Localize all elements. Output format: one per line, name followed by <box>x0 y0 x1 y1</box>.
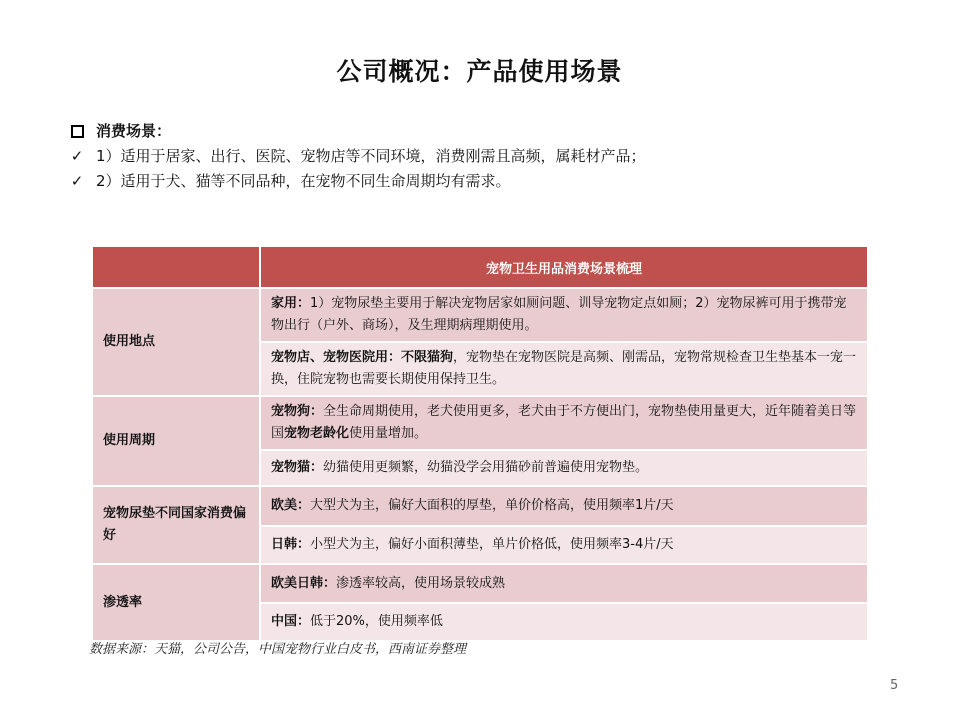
table-cell <box>260 564 868 603</box>
cell-label: 家用： <box>271 296 311 311</box>
cell-label: 中国： <box>271 614 311 629</box>
table-cell <box>260 526 868 564</box>
cell-text: 全生命周期使用，老犬使用更多，老犬由于不方便出门，宠物垫使用量更大，近年随着美日等国 <box>271 404 857 441</box>
table-category: 渗透率 <box>92 564 260 641</box>
cell-text-tail: 使用量增加。 <box>349 426 428 441</box>
page-title: 公司概况：产品使用场景 <box>336 57 623 86</box>
cell-text: 幼猫使用更频繁，幼猫没学会用猫砂前普遍使用宠物垫。 <box>323 460 649 475</box>
table-header-row <box>92 246 868 288</box>
cell-text: 低于20%，使用频率低 <box>310 614 443 629</box>
checkmark-icon: ✓ <box>70 147 84 165</box>
checkmark-icon: ✓ <box>70 172 84 190</box>
cell-label: 宠物狗： <box>271 404 324 419</box>
source-note: 数据来源：天猫，公司公告，中国宠物行业白皮书，西南证券整理 <box>89 642 467 657</box>
bullet-item-text: 2）适用于犬、猫等不同品种，在宠物不同生命周期均有需求。 <box>96 172 511 190</box>
table-row <box>92 288 868 342</box>
table-category: 使用周期 <box>92 396 260 486</box>
cell-emphasis: 宠物老龄化 <box>284 426 350 441</box>
cell-text: 渗透率较高，使用场景较成熟 <box>336 575 506 591</box>
page-number: 5 <box>890 678 899 693</box>
table-category: 宠物尿垫不同国家消费偏好 <box>92 486 260 564</box>
table-cell <box>260 450 868 486</box>
cell-text: ，宠物垫在宠物医院是高频、刚需品，宠物常规检查卫生垫基本一宠一换，住院宠物也需要长期使用保持卫生。 <box>271 350 857 387</box>
scenario-table <box>91 245 869 642</box>
cell-text: 大型犬为主，偏好大面积的厚垫，单价价格高，使用频率1片/天 <box>310 498 674 513</box>
table-row <box>92 564 868 603</box>
table-cell <box>260 603 868 641</box>
table-corner-cell <box>92 246 260 288</box>
table-cell <box>260 396 868 450</box>
cell-label: 宠物店、宠物医院用：不限猫狗 <box>271 350 454 365</box>
table-category: 使用地点 <box>92 288 260 396</box>
cell-text: 小型犬为主，偏好小面积薄垫，单片价格低，使用频率3-4片/天 <box>310 537 674 552</box>
table-cell <box>260 342 868 396</box>
cell-label: 欧美： <box>271 498 311 513</box>
table-cell <box>260 288 868 342</box>
cell-label: 日韩： <box>271 537 311 552</box>
table-header: 宠物卫生用品消费场景梳理 <box>260 246 868 288</box>
table-row <box>92 396 868 450</box>
square-bullet-icon <box>68 120 86 144</box>
cell-label: 宠物猫： <box>271 460 324 475</box>
table-row <box>92 486 868 526</box>
cell-label: 欧美日韩： <box>271 575 337 591</box>
table-cell <box>260 486 868 526</box>
bullet-heading: 消费场景： <box>96 122 172 140</box>
cell-text: 1）宠物尿垫主要用于解决宠物居家如厕问题、训导宠物定点如厕；2）宠物尿裤可用于携带宠物出行（户外、商场），及生理期病理期使用。 <box>271 296 847 333</box>
bullet-item-text: 1）适用于居家、出行、医院、宠物店等不同环境，消费刚需且高频，属耗材产品； <box>96 147 646 165</box>
